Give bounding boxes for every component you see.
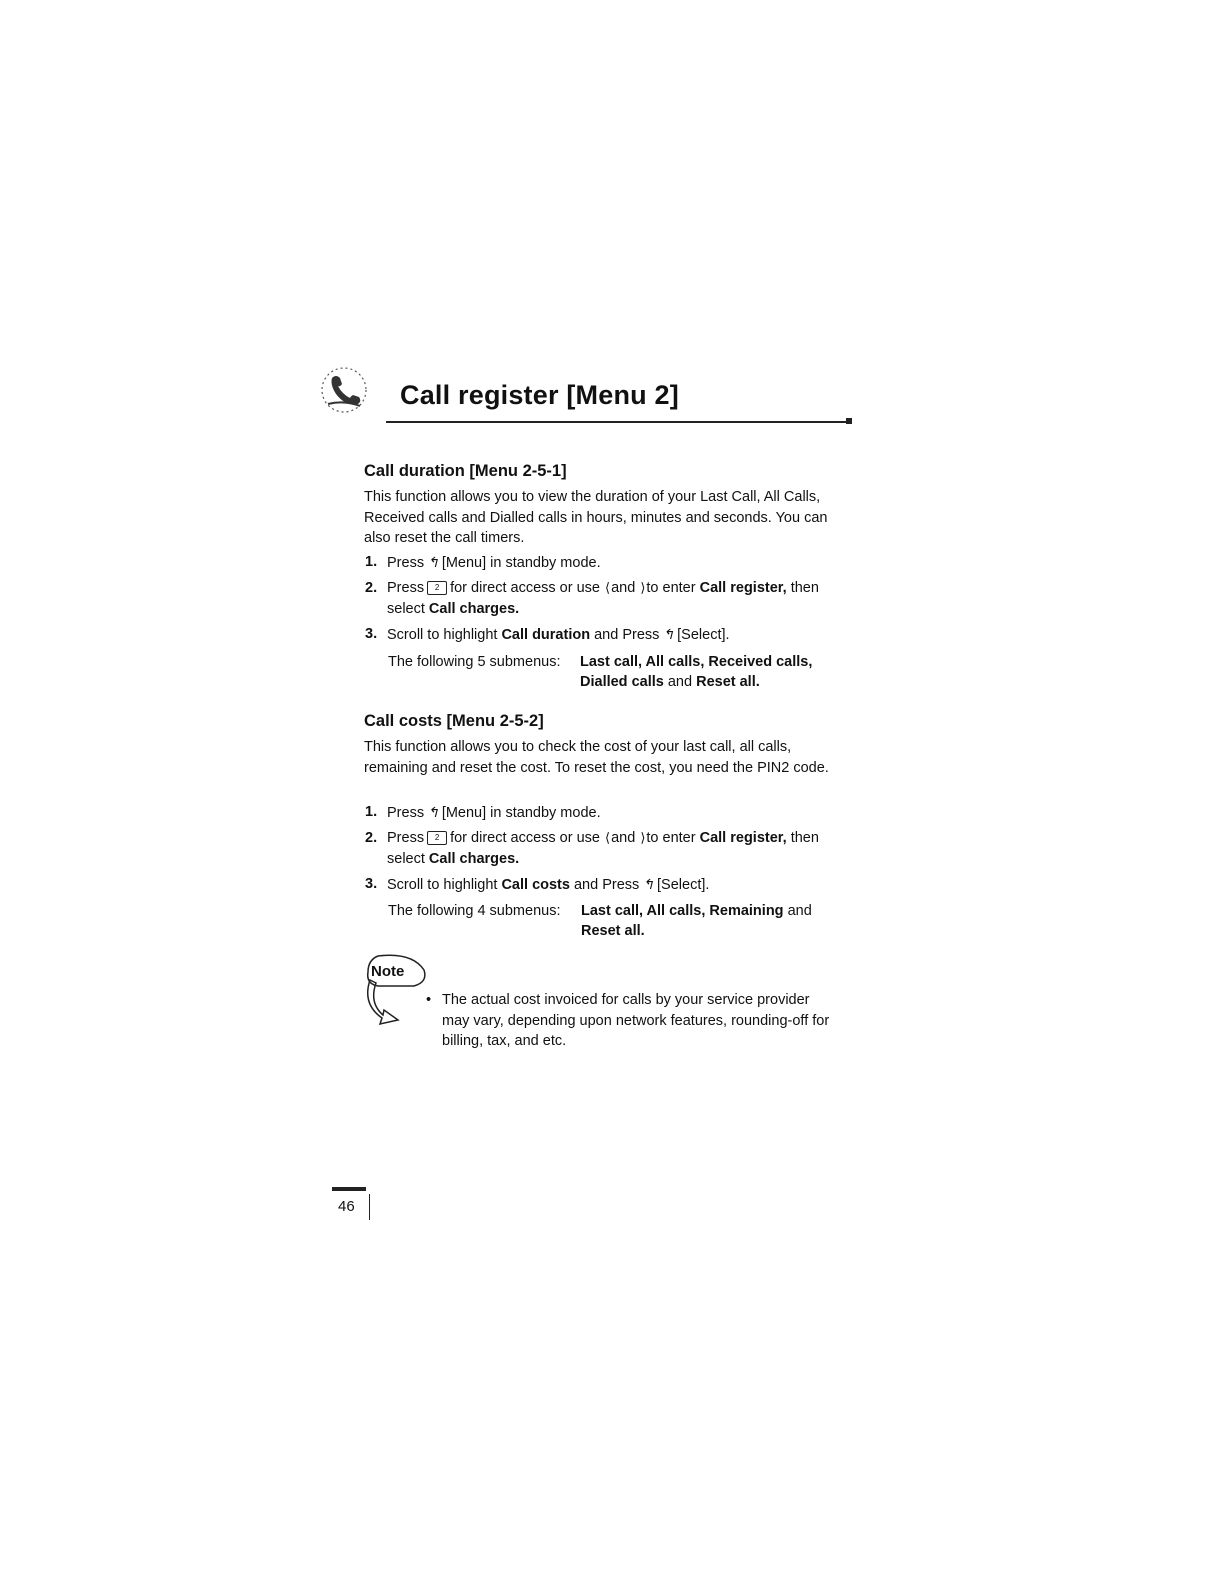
note-badge-icon xyxy=(348,950,428,1030)
step-2-call-costs: 2. Press 2 for direct access or use ⟨and ⟩to enter Call register, then select Call charges. xyxy=(365,830,819,867)
title-rule xyxy=(386,421,852,423)
submenu-list-call-duration: Last call, All calls, Received calls, xyxy=(580,654,813,670)
note-text: • The actual cost invoiced for calls by your service provider may vary, depending upon network features, rounding-off for billing, tax, and etc. xyxy=(426,992,830,1049)
section-heading-call-duration: Call duration [Menu 2-5-1] xyxy=(364,462,567,480)
submenu-list-call-costs-2: Reset all. xyxy=(581,923,645,939)
step-3-call-costs: 3. Scroll to highlight Call costs and Press ↰ [Select]. xyxy=(365,876,710,893)
page-number-divider xyxy=(369,1194,370,1220)
step-1-call-duration: 1. Press ↰ [Menu] in standby mode. xyxy=(365,554,601,571)
menu-softkey-icon: ↰ xyxy=(427,554,439,570)
step-2-call-duration: 2. Press 2 for direct access or use ⟨and ⟩to enter Call register, then select Call charges. xyxy=(365,580,819,617)
nav-left-icon: ⟨ xyxy=(605,580,611,595)
page-title: Call register [Menu 2] xyxy=(400,380,679,410)
select-softkey-icon: ↰ xyxy=(642,876,655,892)
section-intro-call-costs: This function allows you to check the cost of your last call, all calls, remaining and reset the cost. To reset the cost, you need the PIN2 code. xyxy=(364,739,829,776)
key-2-icon: 2 xyxy=(427,831,447,845)
title-rule-end xyxy=(846,418,852,424)
page-number: 46 xyxy=(338,1198,355,1215)
section-intro-call-duration: This function allows you to view the duration of your Last Call, All Calls, Received calls and Dialled calls in hours, minutes and seconds. You can also reset the call timers. xyxy=(364,489,828,546)
nav-right-icon: ⟩ xyxy=(640,580,646,595)
section-heading-call-costs: Call costs [Menu 2-5-2] xyxy=(364,712,544,730)
submenu-prefix-call-duration: The following 5 submenus: xyxy=(388,654,561,670)
step-1-call-costs: 1. Press ↰ [Menu] in standby mode. xyxy=(365,804,601,821)
nav-right-icon: ⟩ xyxy=(640,830,646,845)
select-softkey-icon: ↰ xyxy=(662,626,675,642)
submenu-prefix-call-costs: The following 4 submenus: xyxy=(388,903,561,919)
step-3-call-duration: 3. Scroll to highlight Call duration and Press ↰ [Select]. xyxy=(365,626,730,643)
note-label: Note xyxy=(371,963,405,980)
key-2-icon: 2 xyxy=(427,581,447,595)
submenu-list-call-duration-2: Dialled calls and Reset all. xyxy=(580,674,760,690)
page-number-bar xyxy=(332,1187,366,1191)
nav-left-icon: ⟨ xyxy=(605,830,611,845)
menu-softkey-icon: ↰ xyxy=(427,804,439,820)
phone-handset-icon xyxy=(316,364,372,416)
submenu-list-call-costs: Last call, All calls, Remaining and xyxy=(581,903,812,919)
